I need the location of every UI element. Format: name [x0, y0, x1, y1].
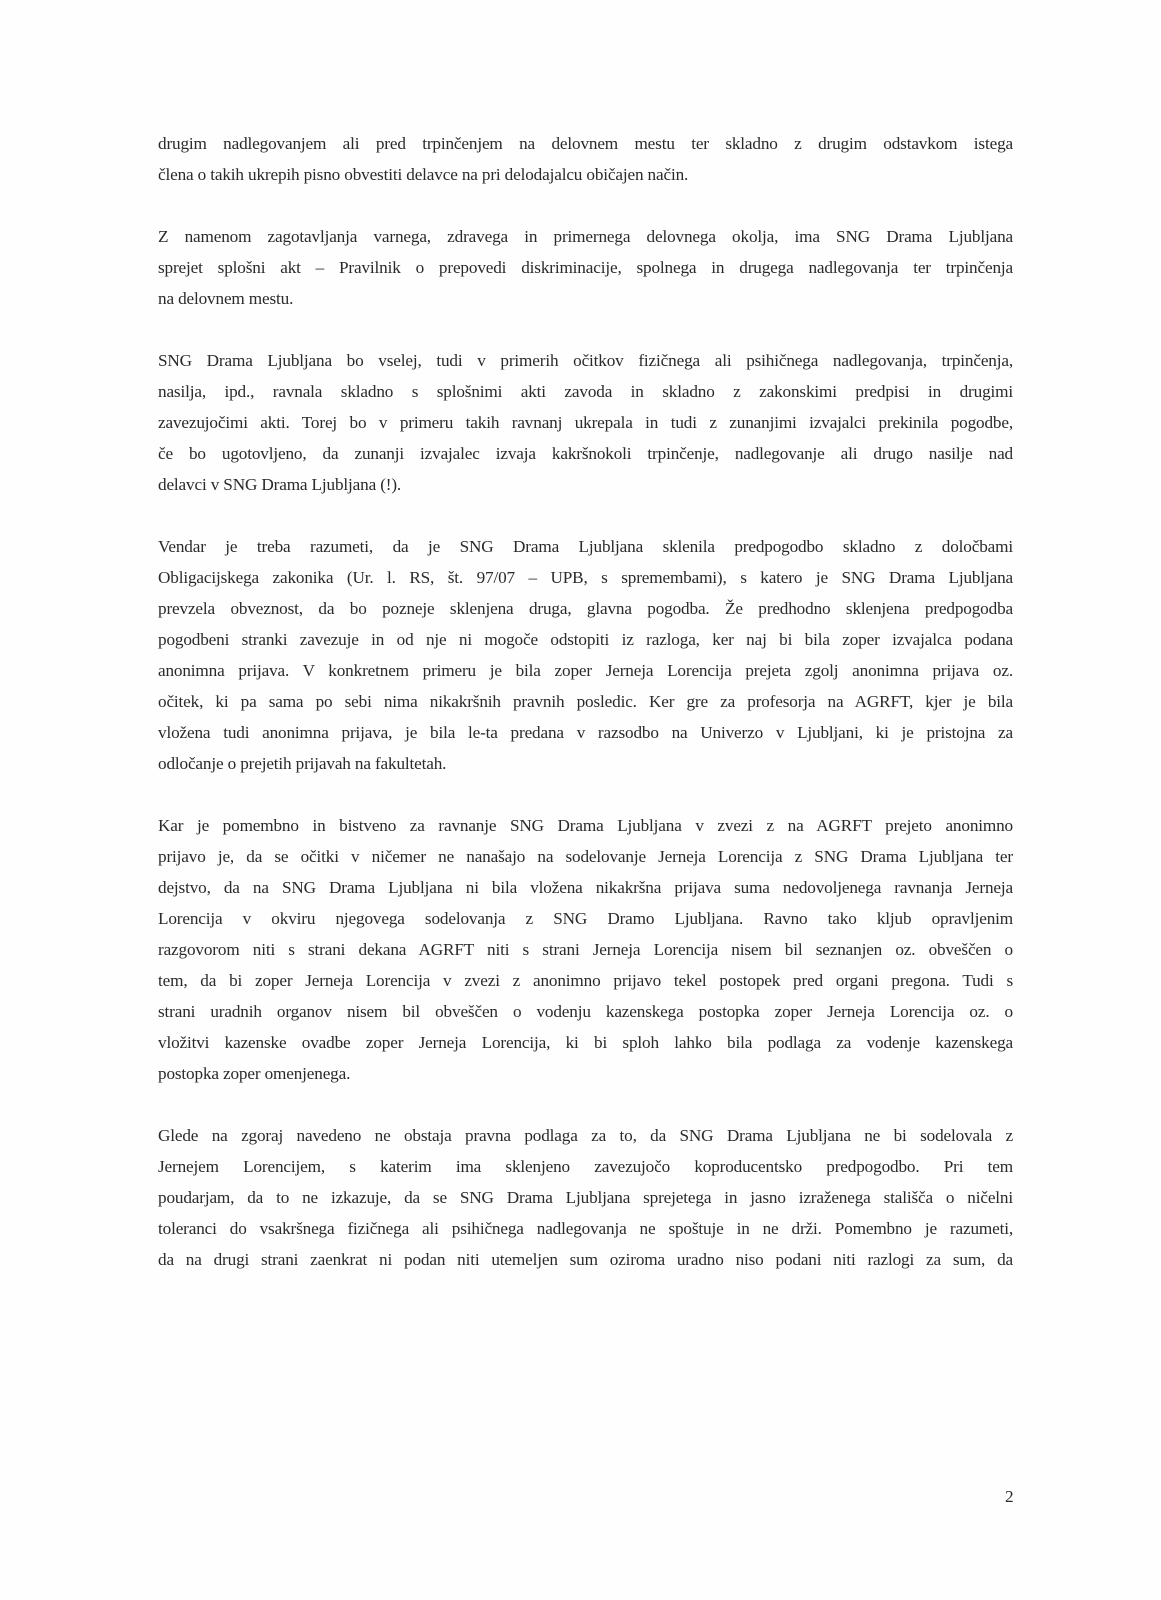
paragraph-spacer: [158, 1089, 1013, 1120]
text-line: če bo ugotovljeno, da zunanji izvajalec izvaja kakršnokoli trpinčenje, nadlegovanje ali drugo nasilje nad: [158, 444, 1013, 463]
text-line: prijavo je, da se očitki v ničemer ne nanašajo na sodelovanje Jerneja Lorencija z SNG Drama Ljubljana ter: [158, 847, 1013, 866]
text-line: tem, da bi zoper Jerneja Lorencija v zvezi z anonimno prijavo tekel postopek pred organi pregona. Tudi s: [158, 971, 1013, 990]
text-line: strani uradnih organov nisem bil obveščen o vodenju kazenskega postopka zoper Jerneja Lorencija oz. o: [158, 1002, 1013, 1021]
text-line: sprejet splošni akt – Pravilnik o prepovedi diskriminacije, spolnega in drugega nadlegovanja ter trpinčenja: [158, 258, 1013, 277]
text-line: drugim nadlegovanjem ali pred trpinčenjem na delovnem mestu ter skladno z drugim odstavkom istega: [158, 134, 1013, 153]
text-line: Vendar je treba razumeti, da je SNG Drama Ljubljana sklenila predpogodbo skladno z določbami: [158, 537, 1013, 556]
text-line: Kar je pomembno in bistveno za ravnanje SNG Drama Ljubljana v zvezi z na AGRFT prejeto anonimno: [158, 816, 1013, 835]
text-line: prevzela obveznost, da bo pozneje sklenjena druga, glavna pogodba. Že predhodno sklenjena predpogodba: [158, 599, 1013, 618]
text-line: Jernejem Lorencijem, s katerim ima sklenjeno zavezujočo koproducentsko predpogodbo. Pri tem: [158, 1157, 1013, 1176]
paragraph-spacer: [158, 314, 1013, 345]
text-line: Z namenom zagotavljanja varnega, zdravega in primernega delovnega okolja, ima SNG Drama Ljubljana: [158, 227, 1013, 246]
text-line: vložitvi kazenske ovadbe zoper Jerneja Lorencija, ki bi sploh lahko bila podlaga za vodenje kazenskega: [158, 1033, 1013, 1052]
text-line: dejstvo, da na SNG Drama Ljubljana ni bila vložena nikakršna prijava suma nedovoljenega ravnanja Jerneja: [158, 878, 1013, 897]
text-line: člena o takih ukrepih pisno obvestiti delavce na pri delodajalcu običajen način.: [158, 165, 689, 184]
paragraph: [158, 345, 1013, 500]
text-line: anonimna prijava. V konkretnem primeru je bila zoper Jerneja Lorencija prejeta zgolj anonimna prijava oz.: [158, 661, 1013, 680]
text-line: nasilja, ipd., ravnala skladno s splošnimi akti zavoda in skladno z zakonskimi predpisi in drugimi: [158, 382, 1013, 401]
paragraph: [158, 810, 1013, 1089]
paragraph-spacer: [158, 190, 1013, 221]
text-line: Lorencija v okviru njegovega sodelovanja z SNG Dramo Ljubljana. Ravno tako kljub opravljenim: [158, 909, 1013, 928]
text-line: zavezujočimi akti. Torej bo v primeru takih ravnanj ukrepala in tudi z zunanjimi izvajalci prekinila pogodbe,: [158, 413, 1013, 432]
text-line: pogodbeni stranki zavezuje in od nje ni mogoče odstopiti iz razloga, ker naj bi bila zoper izvajalca podana: [158, 630, 1013, 649]
text-line: delavci v SNG Drama Ljubljana (!).: [158, 475, 402, 494]
text-line: odločanje o prejetih prijavah na fakultetah.: [158, 754, 447, 773]
text-line: očitek, ki pa sama po sebi nima nikakršnih pravnih posledic. Ker gre za profesorja na AGRFT, kjer je bila: [158, 692, 1013, 711]
text-line: da na drugi strani zaenkrat ni podan niti utemeljen sum oziroma uradno niso podani niti razlogi za sum, da: [158, 1250, 1013, 1269]
document-body: [158, 128, 1013, 1275]
text-line: vložena tudi anonimna prijava, je bila le-ta predana v razsodbo na Univerzo v Ljubljani, ki je pristojna za: [158, 723, 1013, 742]
text-line: na delovnem mestu.: [158, 289, 294, 308]
text-line: Glede na zgoraj navedeno ne obstaja pravna podlaga za to, da SNG Drama Ljubljana ne bi sodelovala z: [158, 1126, 1013, 1145]
text-line: SNG Drama Ljubljana bo vselej, tudi v primerih očitkov fizičnega ali psihičnega nadlegovanja, trpinčenja,: [158, 351, 1013, 370]
page-number: 2: [1005, 1487, 1014, 1506]
paragraph: [158, 221, 1013, 314]
text-line: poudarjam, da to ne izkazuje, da se SNG Drama Ljubljana sprejetega in jasno izraženega stališča o ničelni: [158, 1188, 1013, 1207]
text-line: toleranci do vsakršnega fizičnega ali psihičnega nadlegovanja ne spoštuje in ne drži. Pomembno je razumeti,: [158, 1219, 1013, 1238]
paragraph-spacer: [158, 779, 1013, 810]
text-line: razgovorom niti s strani dekana AGRFT niti s strani Jerneja Lorencija nisem bil seznanjen oz. obveščen o: [158, 940, 1013, 959]
paragraph: [158, 1120, 1013, 1275]
paragraph: [158, 531, 1013, 779]
text-line: postopka zoper omenjenega.: [158, 1064, 351, 1083]
paragraph: [158, 128, 1013, 190]
paragraph-spacer: [158, 500, 1013, 531]
text-line: Obligacijskega zakonika (Ur. l. RS, št. 97/07 – UPB, s spremembami), s katero je SNG Drama Ljubljana: [158, 568, 1013, 587]
